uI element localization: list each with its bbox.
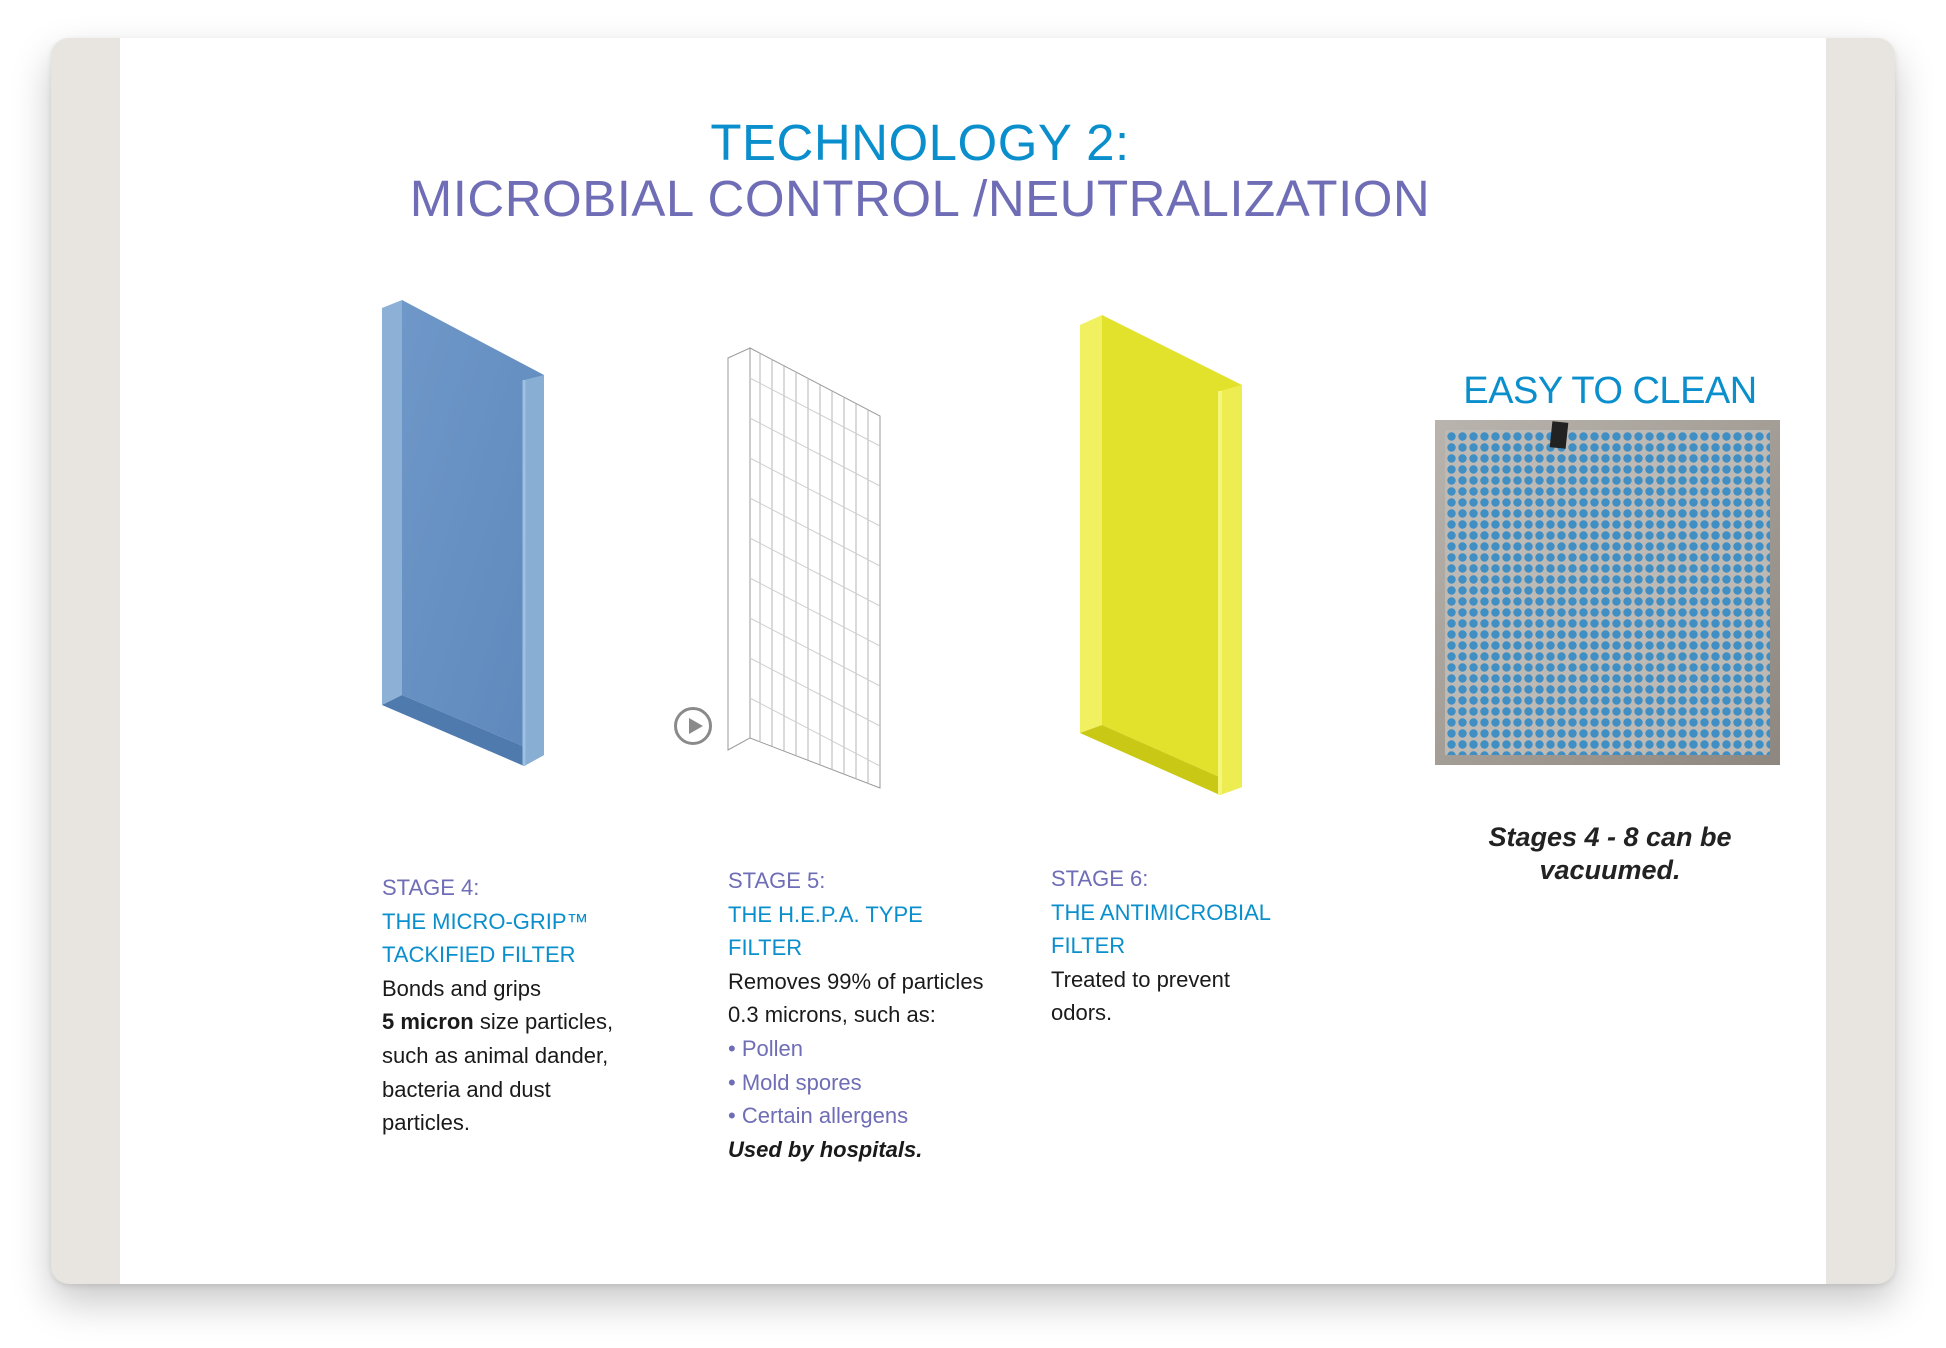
stage-4-micron-emphasis: 5 micron — [382, 1009, 474, 1035]
vacuum-note — [1420, 821, 1800, 887]
stage-4-name-line2: TACKIFIED FILTER — [382, 942, 576, 968]
hepa-filter-image — [720, 318, 900, 793]
vacuum-note-line1: Stages 4 - 8 can be — [1488, 822, 1732, 852]
micro-grip-filter-image — [378, 300, 568, 780]
stage-4-desc-2 — [382, 1005, 642, 1039]
stage-4-column — [382, 871, 642, 1140]
stage-5-bullet-mold: • Mold spores — [728, 1069, 862, 1095]
stage-5-name-line1: THE H.E.P.A. TYPE — [728, 901, 923, 927]
stage-6-column — [1051, 862, 1311, 1030]
stage-5-name-line2: FILTER — [728, 935, 803, 961]
title-line-2: MICROBIAL CONTROL /NEUTRALIZATION — [409, 170, 1431, 227]
stage-6-desc-2: odors. — [1051, 1000, 1113, 1026]
easy-to-clean-label: EASY TO CLEAN — [1463, 370, 1757, 412]
stage-4-name-line1: THE MICRO-GRIP™ — [382, 908, 589, 934]
stage-5-label: STAGE 5: — [728, 868, 826, 893]
stage-5-footnote: Used by hospitals. — [728, 1136, 923, 1162]
stage-4-desc-5: particles. — [382, 1110, 471, 1136]
stage-6-label: STAGE 6: — [1051, 866, 1149, 891]
stage-5-column — [728, 864, 1008, 1166]
stage-4-desc-3: such as animal dander, — [382, 1042, 609, 1068]
browser-window — [51, 38, 1895, 1284]
stage-5-bullet-allergens: • Certain allergens — [728, 1103, 909, 1129]
stage-5-bullet-pollen: • Pollen — [728, 1035, 803, 1061]
play-icon[interactable] — [674, 707, 712, 745]
stage-4-desc-2-rest: size particles, — [473, 1009, 614, 1035]
stage-4-desc-4: bacteria and dust — [382, 1076, 551, 1102]
slide-page — [120, 38, 1826, 1284]
antimicrobial-filter-image — [1080, 315, 1270, 795]
washable-grille-image — [1435, 420, 1780, 765]
stage-6-name-line2: FILTER — [1051, 933, 1126, 959]
stage-6-desc-1: Treated to prevent — [1051, 966, 1230, 992]
stage-4-label: STAGE 4: — [382, 875, 480, 900]
stage-5-desc-1: Removes 99% of particles — [728, 968, 984, 994]
stage-6-name-line1: THE ANTIMICROBIAL — [1051, 899, 1272, 925]
stage-5-desc-2: 0.3 microns, such as: — [728, 1002, 936, 1028]
vacuum-note-line2: vacuumed. — [1539, 855, 1681, 885]
title-line-1: TECHNOLOGY 2: — [710, 114, 1130, 171]
stage-4-desc-1: Bonds and grips — [382, 975, 541, 1001]
